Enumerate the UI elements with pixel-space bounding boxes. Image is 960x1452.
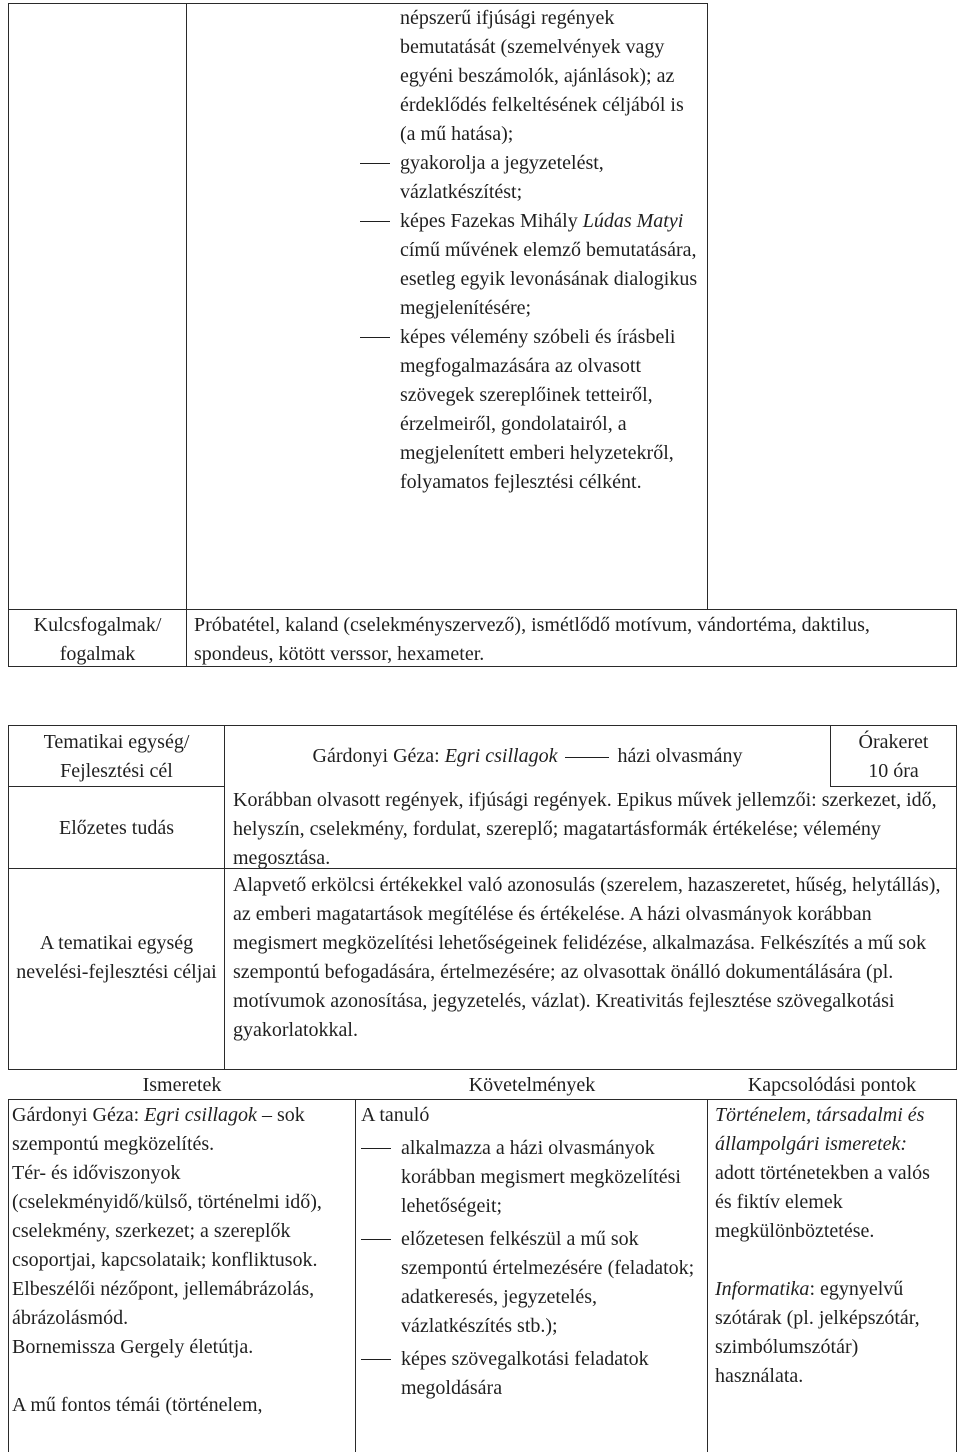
- dash-item-text: című művének elemző bemutatására, esetleg egyik levonásának dialogikus megjelenítésére;: [400, 239, 698, 319]
- key-concepts-label: [9, 611, 186, 669]
- links-column: [715, 1101, 950, 1391]
- top-table-key-row-border: [8, 609, 957, 610]
- link-subject: Történelem, társadalmi és állampolgári ismeretek:: [715, 1104, 925, 1155]
- continuation-cell: [360, 4, 700, 497]
- unit-table-right-border: [956, 725, 957, 1070]
- requirement-item: [361, 1345, 701, 1403]
- hours-label: Órakeret: [858, 731, 929, 753]
- knowledge-column: [12, 1101, 348, 1420]
- requirements-intro: A tanuló: [361, 1104, 430, 1126]
- link-paragraph: [715, 1101, 950, 1246]
- columns-right-border: [956, 1099, 957, 1452]
- goals-value: Alapvető erkölcsi értékekkel való azonosulás (szerelem, hazaszeretet, hűség, helytállás), az emberi magatartások megítélése és értékelése. A házi olvasmányok korábban megismert megközelítési lehetőségeinek felidézése, alkalmazása. Felkészítés a mű sok szempontú befogadására, értelmezésére; az olvasottak önálló dokumentálására (pl. motívumok azonosítása, jegyzetelés, vázlat). Kreativitás fejlesztése szövegalkotási gyakorlatokkal.: [233, 874, 941, 1041]
- requirement-item: [361, 1134, 701, 1221]
- knowledge-paragraph: Bornemissza Gergely életútja.: [12, 1336, 254, 1358]
- requirement-item-text: alkalmazza a házi olvasmányok korábban megismert megközelítési lehetőségeit;: [401, 1137, 681, 1217]
- title-dash: [565, 757, 609, 758]
- dash-item: [360, 323, 700, 497]
- column-header-links: [708, 1071, 956, 1100]
- goals-text: [233, 871, 953, 1045]
- unit-table-top-border: [8, 725, 957, 726]
- prior-knowledge-value: Korábban olvasott regények, ifjúsági regények. Epikus művek jellemzői: szerkezet, idő, helyszín, cselekmény, fordulat, szereplő; magatartásformák értékelése; vélemény megosztása.: [233, 789, 937, 869]
- knowledge-text: – sok szempontú megközelítés.: [12, 1104, 305, 1155]
- top-table-right-border-upper: [707, 3, 708, 609]
- goals-label-text: A tematikai egység nevelési-fejlesztési céljai: [16, 932, 217, 983]
- knowledge-paragraph: [12, 1101, 348, 1159]
- goals-separator: [8, 1069, 957, 1070]
- prior-knowledge-label-text: Előzetes tudás: [59, 817, 174, 839]
- link-subject: Informatika: [715, 1278, 810, 1300]
- dash-item: [360, 149, 700, 207]
- column-header-knowledge: [8, 1071, 356, 1100]
- hours-cell: [831, 728, 956, 786]
- column-header-requirements: [356, 1071, 708, 1100]
- hours-value: 10 óra: [868, 760, 919, 782]
- unit-table-mid-border: [224, 725, 225, 1070]
- column-header-requirements-text: Követelmények: [468, 1074, 596, 1096]
- unit-title-work: Egri csillagok: [444, 745, 558, 767]
- top-table-right-border-lower: [956, 609, 957, 666]
- requirement-item: [361, 1225, 701, 1341]
- key-concepts-value: Próbatétel, kaland (cselekményszervező), ismétlődő motívum, vándortéma, daktilus, spondeus, kötött verssor, hexameter.: [194, 614, 870, 665]
- unit-title: [225, 742, 830, 771]
- top-table-mid-border: [186, 3, 187, 666]
- key-concepts-label-text: Kulcsfogalmak/ fogalmak: [33, 614, 162, 665]
- top-table-left-border: [8, 3, 9, 666]
- dash-item-text: képes vélemény szóbeli és írásbeli megfogalmazására az olvasott szövegek szereplőinek tetteiről, érzelmeiről, gondolatairól, a megjelenített emberi helyzetekről, folyamatos fejlesztési célként.: [400, 326, 676, 493]
- unit-label-text: Tematikai egység/ Fejlesztési cél: [43, 731, 190, 782]
- unit-label-separator: [8, 786, 225, 787]
- dash-item: [360, 207, 700, 323]
- column-header-knowledge-text: Ismeretek: [142, 1074, 222, 1096]
- columns-divider-2: [707, 1099, 708, 1452]
- prior-knowledge-text: [233, 786, 953, 873]
- knowledge-paragraph: Elbeszélői nézőpont, jellemábrázolás, ábrázolásmód.: [12, 1278, 315, 1329]
- link-paragraph: [715, 1275, 950, 1391]
- columns-divider-1: [355, 1099, 356, 1452]
- requirement-item-text: előzetesen felkészül a mű sok szempontú értelmezésére (feladatok; adatkeresés, jegyzetelés, vázlatkészítés stb.);: [401, 1228, 695, 1337]
- column-header-links-text: Kapcsolódási pontok: [747, 1074, 917, 1096]
- knowledge-paragraph: A mű fontos témái (történelem,: [12, 1394, 263, 1416]
- link-text: : egynyelvű szótárak (pl. jelképszótár, szimbólumszótár) használata.: [715, 1278, 920, 1387]
- knowledge-paragraph: Tér- és időviszonyok (cselekményidő/külső, történelmi idő), cselekmény, szerkezet; a szereplők csoportjai, kapcsolataik; konfliktusok.: [12, 1162, 322, 1271]
- requirements-column: [361, 1101, 701, 1403]
- unit-title-author: Gárdonyi Géza:: [312, 745, 445, 767]
- prior-knowledge-label: [9, 814, 224, 843]
- columns-left-border: [8, 1099, 9, 1452]
- dash-item-text: képes Fazekas Mihály: [400, 210, 583, 232]
- knowledge-author: Gárdonyi Géza:: [12, 1104, 145, 1126]
- continuation-text: népszerű ifjúsági regények bemutatását (szemelvények vagy egyéni beszámolók, ajánlások); az érdeklődés felkeltésének céljából is (a mű hatása);: [400, 7, 684, 145]
- knowledge-work-title: Egri csillagok: [144, 1104, 257, 1126]
- requirement-item-text: képes szövegalkotási feladatok megoldására: [401, 1348, 649, 1399]
- goals-label: [9, 929, 224, 987]
- key-concepts-text: [194, 611, 954, 669]
- unit-label: [9, 728, 224, 786]
- dash-item-text: gyakorolja a jegyzetelést, vázlatkészítést;: [400, 152, 604, 203]
- work-title: Lúdas Matyi: [582, 210, 684, 232]
- link-text: adott történetekben a valós és fiktív elemek megkülönböztetése.: [715, 1162, 930, 1242]
- unit-title-suffix: házi olvasmány: [617, 745, 743, 767]
